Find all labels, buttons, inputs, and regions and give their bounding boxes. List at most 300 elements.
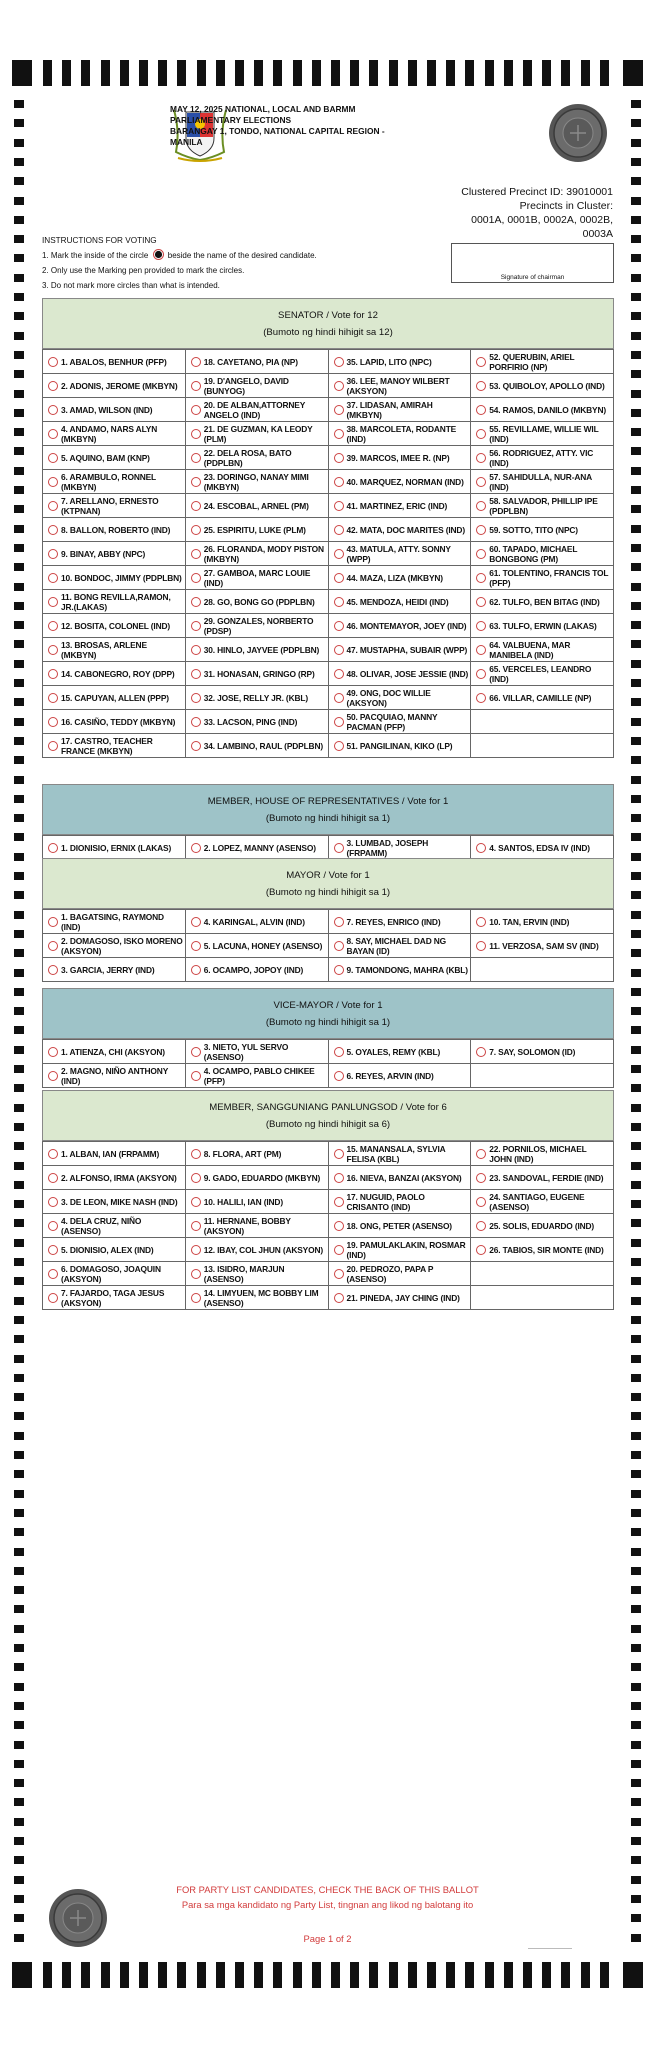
candidate-option[interactable]: [185, 1286, 328, 1310]
candidate-option[interactable]: [471, 934, 614, 958]
candidate-option[interactable]: [328, 398, 471, 422]
candidate-option[interactable]: [43, 1166, 186, 1190]
candidate-option[interactable]: [185, 1142, 328, 1166]
vote-oval-icon[interactable]: [48, 357, 58, 367]
vote-oval-icon[interactable]: [48, 1221, 58, 1231]
vote-oval-icon[interactable]: [476, 917, 486, 927]
vote-oval-icon[interactable]: [48, 1197, 58, 1207]
candidate-row: [43, 1190, 614, 1214]
candidate-row: [43, 398, 614, 422]
candidate-option[interactable]: [471, 662, 614, 686]
timing-mark: [235, 1962, 244, 1988]
vote-oval-icon[interactable]: [334, 965, 344, 975]
candidate-option[interactable]: [43, 734, 186, 758]
candidate-option[interactable]: [471, 590, 614, 614]
vote-oval-icon[interactable]: [191, 1221, 201, 1231]
timing-mark: [14, 1470, 24, 1478]
empty-cell: [471, 1262, 614, 1286]
timing-mark: [14, 1779, 24, 1787]
vote-oval-icon[interactable]: [334, 669, 344, 679]
candidate-option[interactable]: [328, 686, 471, 710]
candidate-option[interactable]: [471, 494, 614, 518]
candidate-option[interactable]: [471, 1238, 614, 1262]
candidate-option[interactable]: [328, 1040, 471, 1064]
vote-oval-icon[interactable]: [476, 405, 486, 415]
candidate-option[interactable]: [328, 422, 471, 446]
chairman-signature-box[interactable]: [451, 243, 614, 283]
vote-oval-icon[interactable]: [48, 1293, 58, 1303]
candidate-option[interactable]: [43, 1286, 186, 1310]
candidate-option[interactable]: [328, 542, 471, 566]
candidate-option[interactable]: [328, 614, 471, 638]
vote-oval-icon[interactable]: [48, 501, 58, 511]
candidate-option[interactable]: [328, 1286, 471, 1310]
timing-mark: [631, 1084, 641, 1092]
vote-oval-icon[interactable]: [334, 477, 344, 487]
candidate-option[interactable]: [328, 734, 471, 758]
timing-mark: [120, 60, 129, 86]
vote-oval-icon[interactable]: [48, 941, 58, 951]
timing-mark: [14, 776, 24, 784]
candidate-option[interactable]: [185, 958, 328, 982]
timing-mark: [631, 1856, 641, 1864]
timing-mark: [62, 60, 71, 86]
candidate-option[interactable]: [471, 1142, 614, 1166]
vote-oval-icon[interactable]: [191, 1197, 201, 1207]
vote-oval-icon[interactable]: [48, 405, 58, 415]
vote-oval-icon[interactable]: [334, 1293, 344, 1303]
vote-oval-icon[interactable]: [48, 669, 58, 679]
candidate-name: 3. AMAD, WILSON (IND): [61, 404, 153, 415]
vote-oval-icon[interactable]: [334, 843, 344, 853]
vote-oval-icon[interactable]: [334, 941, 344, 951]
instructions-heading: INSTRUCTIONS FOR VOTING: [42, 236, 157, 245]
candidate-option[interactable]: [185, 662, 328, 686]
timing-mark: [631, 390, 641, 398]
candidate-option[interactable]: [471, 566, 614, 590]
vote-oval-icon[interactable]: [48, 549, 58, 559]
vote-oval-icon[interactable]: [191, 843, 201, 853]
vote-oval-icon[interactable]: [48, 1173, 58, 1183]
candidate-option[interactable]: [471, 542, 614, 566]
timing-mark: [631, 486, 641, 494]
candidate-option[interactable]: [328, 1262, 471, 1286]
vote-oval-icon[interactable]: [476, 941, 486, 951]
candidate-option[interactable]: [43, 710, 186, 734]
candidate-name: 6. OCAMPO, JOPOY (IND): [203, 964, 304, 975]
candidate-option[interactable]: [43, 662, 186, 686]
vote-oval-icon[interactable]: [334, 501, 344, 511]
candidate-option[interactable]: [43, 958, 186, 982]
timing-mark: [177, 60, 186, 86]
candidate-option[interactable]: [471, 398, 614, 422]
page-number: Page 1 of 2: [303, 1933, 352, 1944]
vote-oval-icon[interactable]: [48, 525, 58, 535]
vote-oval-icon[interactable]: [476, 381, 486, 391]
vote-oval-icon[interactable]: [191, 501, 201, 511]
vote-oval-icon[interactable]: [476, 549, 486, 559]
candidate-name: 2. DOMAGOSO, ISKO MORENO (AKSYON): [61, 935, 183, 956]
vote-oval-icon[interactable]: [48, 917, 58, 927]
vote-oval-icon[interactable]: [48, 645, 58, 655]
timing-mark: [465, 1962, 474, 1988]
candidate-option[interactable]: [185, 686, 328, 710]
candidate-name: 55. REVILLAME, WILLIE WIL (IND): [489, 423, 599, 444]
candidate-option[interactable]: [43, 934, 186, 958]
candidate-option[interactable]: [43, 1190, 186, 1214]
timing-mark: [14, 447, 24, 455]
vote-oval-icon[interactable]: [334, 573, 344, 583]
vote-oval-icon[interactable]: [48, 1149, 58, 1159]
candidate-option[interactable]: [328, 638, 471, 662]
candidate-option[interactable]: [471, 1040, 614, 1064]
timing-mark: [14, 409, 24, 417]
candidate-option[interactable]: [185, 1190, 328, 1214]
vote-oval-icon[interactable]: [191, 917, 201, 927]
timing-mark: [389, 60, 398, 86]
candidate-option[interactable]: [471, 614, 614, 638]
vote-oval-icon[interactable]: [48, 429, 58, 439]
candidate-option[interactable]: [43, 374, 186, 398]
timing-mark: [14, 640, 24, 648]
candidate-option[interactable]: [43, 470, 186, 494]
vote-oval-icon[interactable]: [334, 645, 344, 655]
vote-oval-icon[interactable]: [191, 1173, 201, 1183]
candidate-option[interactable]: [185, 518, 328, 542]
vote-oval-icon[interactable]: [476, 1173, 486, 1183]
candidate-option[interactable]: [328, 374, 471, 398]
vote-oval-icon[interactable]: [48, 573, 58, 583]
candidate-option[interactable]: [43, 910, 186, 934]
timing-mark: [631, 1412, 641, 1420]
candidate-name: 9. GADO, EDUARDO (MKBYN): [203, 1172, 321, 1183]
vote-oval-icon[interactable]: [334, 357, 344, 367]
vote-oval-icon[interactable]: [476, 357, 486, 367]
candidate-option[interactable]: [43, 1262, 186, 1286]
candidate-option[interactable]: [185, 542, 328, 566]
vote-oval-icon[interactable]: [48, 621, 58, 631]
timing-mark: [631, 1200, 641, 1208]
vote-oval-icon[interactable]: [334, 1047, 344, 1057]
candidate-option[interactable]: [471, 638, 614, 662]
signature-label: Signature of chairman: [500, 274, 565, 281]
candidate-option[interactable]: [471, 1190, 614, 1214]
contest-header: [42, 784, 614, 835]
candidate-option[interactable]: [328, 958, 471, 982]
vote-oval-icon[interactable]: [476, 429, 486, 439]
timing-mark: [293, 60, 302, 86]
vote-oval-icon[interactable]: [191, 621, 201, 631]
candidate-option[interactable]: [471, 422, 614, 446]
vote-oval-icon[interactable]: [334, 693, 344, 703]
candidate-option[interactable]: [328, 494, 471, 518]
timing-mark: [197, 1962, 206, 1988]
vote-oval-icon[interactable]: [48, 453, 58, 463]
candidate-option[interactable]: [471, 470, 614, 494]
vote-oval-icon[interactable]: [476, 1047, 486, 1057]
candidate-option[interactable]: [328, 350, 471, 374]
vote-oval-icon[interactable]: [334, 1173, 344, 1183]
vote-oval-icon[interactable]: [334, 1245, 344, 1255]
vote-oval-icon[interactable]: [48, 965, 58, 975]
vote-oval-icon[interactable]: [48, 597, 58, 607]
candidate-option[interactable]: [185, 1214, 328, 1238]
candidate-name: 29. GONZALES, NORBERTO (PDSP): [203, 615, 314, 636]
candidate-option[interactable]: [471, 518, 614, 542]
candidate-option[interactable]: [328, 1238, 471, 1262]
vote-oval-icon[interactable]: [476, 1221, 486, 1231]
candidate-option[interactable]: [328, 470, 471, 494]
timing-mark: [631, 1007, 641, 1015]
vote-oval-icon[interactable]: [191, 1047, 201, 1057]
vote-oval-icon[interactable]: [476, 453, 486, 463]
candidate-name: 47. MUSTAPHA, SUBAIR (WPP): [346, 644, 468, 655]
candidate-option[interactable]: [43, 590, 186, 614]
vote-oval-icon[interactable]: [191, 1293, 201, 1303]
candidate-option[interactable]: [328, 1064, 471, 1088]
vote-oval-icon[interactable]: [476, 597, 486, 607]
candidate-option[interactable]: [471, 836, 614, 860]
vote-oval-icon[interactable]: [334, 741, 344, 751]
candidate-option[interactable]: [185, 566, 328, 590]
vote-oval-icon[interactable]: [476, 477, 486, 487]
candidate-option[interactable]: [43, 446, 186, 470]
timing-mark: [14, 1509, 24, 1517]
candidate-option[interactable]: [328, 590, 471, 614]
candidate-option[interactable]: [185, 422, 328, 446]
timing-mark: [331, 1962, 340, 1988]
vote-oval-icon[interactable]: [476, 1245, 486, 1255]
candidate-option[interactable]: [185, 910, 328, 934]
vote-oval-icon[interactable]: [191, 573, 201, 583]
vote-oval-icon[interactable]: [334, 917, 344, 927]
title-line: PARLIAMENTARY ELECTIONS: [170, 115, 292, 125]
timing-mark: [631, 1702, 641, 1710]
timing-mark: [14, 1065, 24, 1073]
timing-mark: [542, 1962, 551, 1988]
vote-oval-icon[interactable]: [334, 549, 344, 559]
vote-oval-icon[interactable]: [334, 1221, 344, 1231]
candidate-option[interactable]: [328, 1142, 471, 1166]
vote-oval-icon[interactable]: [476, 693, 486, 703]
precinct-cluster-label: Precincts in Cluster:: [519, 200, 613, 212]
timing-mark: [631, 1625, 641, 1633]
timing-mark: [631, 139, 641, 147]
vote-oval-icon[interactable]: [191, 381, 201, 391]
candidate-option[interactable]: [43, 1040, 186, 1064]
candidate-option[interactable]: [185, 374, 328, 398]
candidate-option[interactable]: [328, 1190, 471, 1214]
vote-oval-icon[interactable]: [48, 717, 58, 727]
candidate-option[interactable]: [43, 1238, 186, 1262]
candidate-option[interactable]: [185, 446, 328, 470]
timing-mark: [408, 60, 417, 86]
timing-mark: [14, 949, 24, 957]
candidate-option[interactable]: [471, 910, 614, 934]
vote-oval-icon[interactable]: [476, 573, 486, 583]
vote-oval-icon[interactable]: [334, 429, 344, 439]
candidate-option[interactable]: [185, 1238, 328, 1262]
vote-oval-icon[interactable]: [191, 669, 201, 679]
candidate-option[interactable]: [43, 836, 186, 860]
candidate-name: 1. DIONISIO, ERNIX (LAKAS): [61, 842, 172, 853]
vote-oval-icon[interactable]: [191, 941, 201, 951]
timing-mark: [631, 1162, 641, 1170]
vote-oval-icon[interactable]: [334, 621, 344, 631]
vote-oval-icon[interactable]: [334, 597, 344, 607]
vote-oval-icon[interactable]: [476, 525, 486, 535]
vote-oval-icon[interactable]: [191, 1071, 201, 1081]
timing-mark: [523, 60, 532, 86]
candidate-name: 15. CAPUYAN, ALLEN (PPP): [61, 692, 169, 703]
vote-oval-icon[interactable]: [191, 357, 201, 367]
vote-oval-icon[interactable]: [476, 843, 486, 853]
candidate-option[interactable]: [328, 836, 471, 860]
candidate-option[interactable]: [328, 934, 471, 958]
timing-mark: [14, 698, 24, 706]
candidate-name: 16. NIEVA, BANZAI (AKSYON): [346, 1172, 462, 1183]
candidate-option[interactable]: [43, 686, 186, 710]
candidate-option[interactable]: [471, 350, 614, 374]
vote-oval-icon[interactable]: [476, 621, 486, 631]
timing-mark: [235, 60, 244, 86]
candidate-option[interactable]: [471, 1166, 614, 1190]
vote-oval-icon[interactable]: [191, 693, 201, 703]
candidate-option[interactable]: [328, 710, 471, 734]
candidate-option[interactable]: [328, 446, 471, 470]
vote-oval-icon[interactable]: [334, 405, 344, 415]
vote-oval-icon[interactable]: [191, 1149, 201, 1159]
candidate-row: [43, 518, 614, 542]
candidate-option[interactable]: [185, 836, 328, 860]
candidate-option[interactable]: [471, 374, 614, 398]
timing-mark: [631, 1490, 641, 1498]
vote-oval-icon[interactable]: [191, 453, 201, 463]
vote-oval-icon[interactable]: [48, 381, 58, 391]
vote-oval-icon[interactable]: [334, 717, 344, 727]
vote-oval-icon[interactable]: [334, 1197, 344, 1207]
candidate-option[interactable]: [328, 662, 471, 686]
vote-oval-icon[interactable]: [191, 429, 201, 439]
candidate-option[interactable]: [328, 518, 471, 542]
candidate-option[interactable]: [185, 1040, 328, 1064]
candidate-option[interactable]: [185, 1262, 328, 1286]
candidate-name: 30. HINLO, JAYVEE (PDPLBN): [203, 644, 320, 655]
candidate-option[interactable]: [185, 398, 328, 422]
candidate-option[interactable]: [185, 1166, 328, 1190]
candidate-option[interactable]: [185, 1064, 328, 1088]
vote-oval-icon[interactable]: [191, 1245, 201, 1255]
vote-oval-icon[interactable]: [48, 1047, 58, 1057]
candidate-option[interactable]: [185, 470, 328, 494]
timing-mark: [14, 1605, 24, 1613]
candidate-name: 11. BONG REVILLA,RAMON, JR.(LAKAS): [61, 591, 171, 612]
candidate-option[interactable]: [43, 1064, 186, 1088]
vote-oval-icon[interactable]: [334, 1071, 344, 1081]
vote-oval-icon[interactable]: [191, 525, 201, 535]
vote-oval-icon[interactable]: [191, 477, 201, 487]
vote-oval-icon[interactable]: [48, 1269, 58, 1279]
vote-oval-icon[interactable]: [191, 597, 201, 607]
timing-mark: [504, 60, 513, 86]
vote-oval-icon[interactable]: [48, 741, 58, 751]
vote-oval-icon[interactable]: [334, 1269, 344, 1279]
vote-oval-icon[interactable]: [191, 741, 201, 751]
candidate-option[interactable]: [185, 590, 328, 614]
candidate-option[interactable]: [185, 614, 328, 638]
candidate-option[interactable]: [185, 494, 328, 518]
vote-oval-icon[interactable]: [476, 669, 486, 679]
candidate-option[interactable]: [43, 518, 186, 542]
candidate-option[interactable]: [328, 1214, 471, 1238]
candidate-option[interactable]: [471, 1214, 614, 1238]
vote-oval-icon[interactable]: [191, 549, 201, 559]
vote-oval-icon[interactable]: [48, 1245, 58, 1255]
candidate-option[interactable]: [43, 1214, 186, 1238]
vote-oval-icon[interactable]: [476, 501, 486, 511]
candidate-option[interactable]: [328, 1166, 471, 1190]
candidate-option[interactable]: [43, 350, 186, 374]
vote-oval-icon[interactable]: [48, 843, 58, 853]
candidate-grid: [42, 909, 614, 982]
candidate-row: [43, 350, 614, 374]
vote-oval-icon[interactable]: [476, 1149, 486, 1159]
candidate-option[interactable]: [471, 446, 614, 470]
vote-oval-icon[interactable]: [191, 645, 201, 655]
candidate-option[interactable]: [185, 710, 328, 734]
vote-oval-icon[interactable]: [334, 525, 344, 535]
candidate-option[interactable]: [185, 734, 328, 758]
candidate-option[interactable]: [43, 398, 186, 422]
vote-oval-icon[interactable]: [476, 1197, 486, 1207]
timing-mark: [14, 833, 24, 841]
timing-mark: [631, 679, 641, 687]
party-list-notice: FOR PARTY LIST CANDIDATES, CHECK THE BACK OF THIS BALLOT: [176, 1884, 479, 1895]
candidate-option[interactable]: [185, 934, 328, 958]
vote-oval-icon[interactable]: [48, 693, 58, 703]
candidate-option[interactable]: [43, 542, 186, 566]
vote-oval-icon[interactable]: [334, 453, 344, 463]
vote-oval-icon[interactable]: [191, 405, 201, 415]
candidate-option[interactable]: [185, 638, 328, 662]
candidate-option[interactable]: [328, 566, 471, 590]
candidate-option[interactable]: [471, 686, 614, 710]
candidate-name: 53. QUIBOLOY, APOLLO (IND): [489, 380, 605, 391]
timing-mark: [14, 235, 24, 243]
timing-mark: [631, 1239, 641, 1247]
vote-oval-icon[interactable]: [334, 381, 344, 391]
vote-oval-icon[interactable]: [48, 477, 58, 487]
candidate-option[interactable]: [328, 910, 471, 934]
candidate-name: 58. SALVADOR, PHILLIP IPE (PDPLBN): [489, 495, 598, 516]
candidate-name: 64. VALBUENA, MAR MANIBELA (IND): [489, 639, 571, 660]
candidate-option[interactable]: [43, 638, 186, 662]
candidate-option[interactable]: [43, 494, 186, 518]
vote-oval-icon[interactable]: [48, 1071, 58, 1081]
candidate-option[interactable]: [43, 1142, 186, 1166]
vote-oval-icon[interactable]: [191, 965, 201, 975]
timing-mark: [14, 1567, 24, 1575]
candidate-option[interactable]: [43, 566, 186, 590]
vote-oval-icon[interactable]: [476, 645, 486, 655]
candidate-option[interactable]: [43, 614, 186, 638]
candidate-name: 20. PEDROZO, PAPA P (ASENSO): [346, 1263, 434, 1284]
vote-oval-icon[interactable]: [334, 1149, 344, 1159]
vote-oval-icon[interactable]: [191, 1269, 201, 1279]
candidate-option[interactable]: [185, 350, 328, 374]
candidate-option[interactable]: [43, 422, 186, 446]
vote-oval-icon[interactable]: [191, 717, 201, 727]
